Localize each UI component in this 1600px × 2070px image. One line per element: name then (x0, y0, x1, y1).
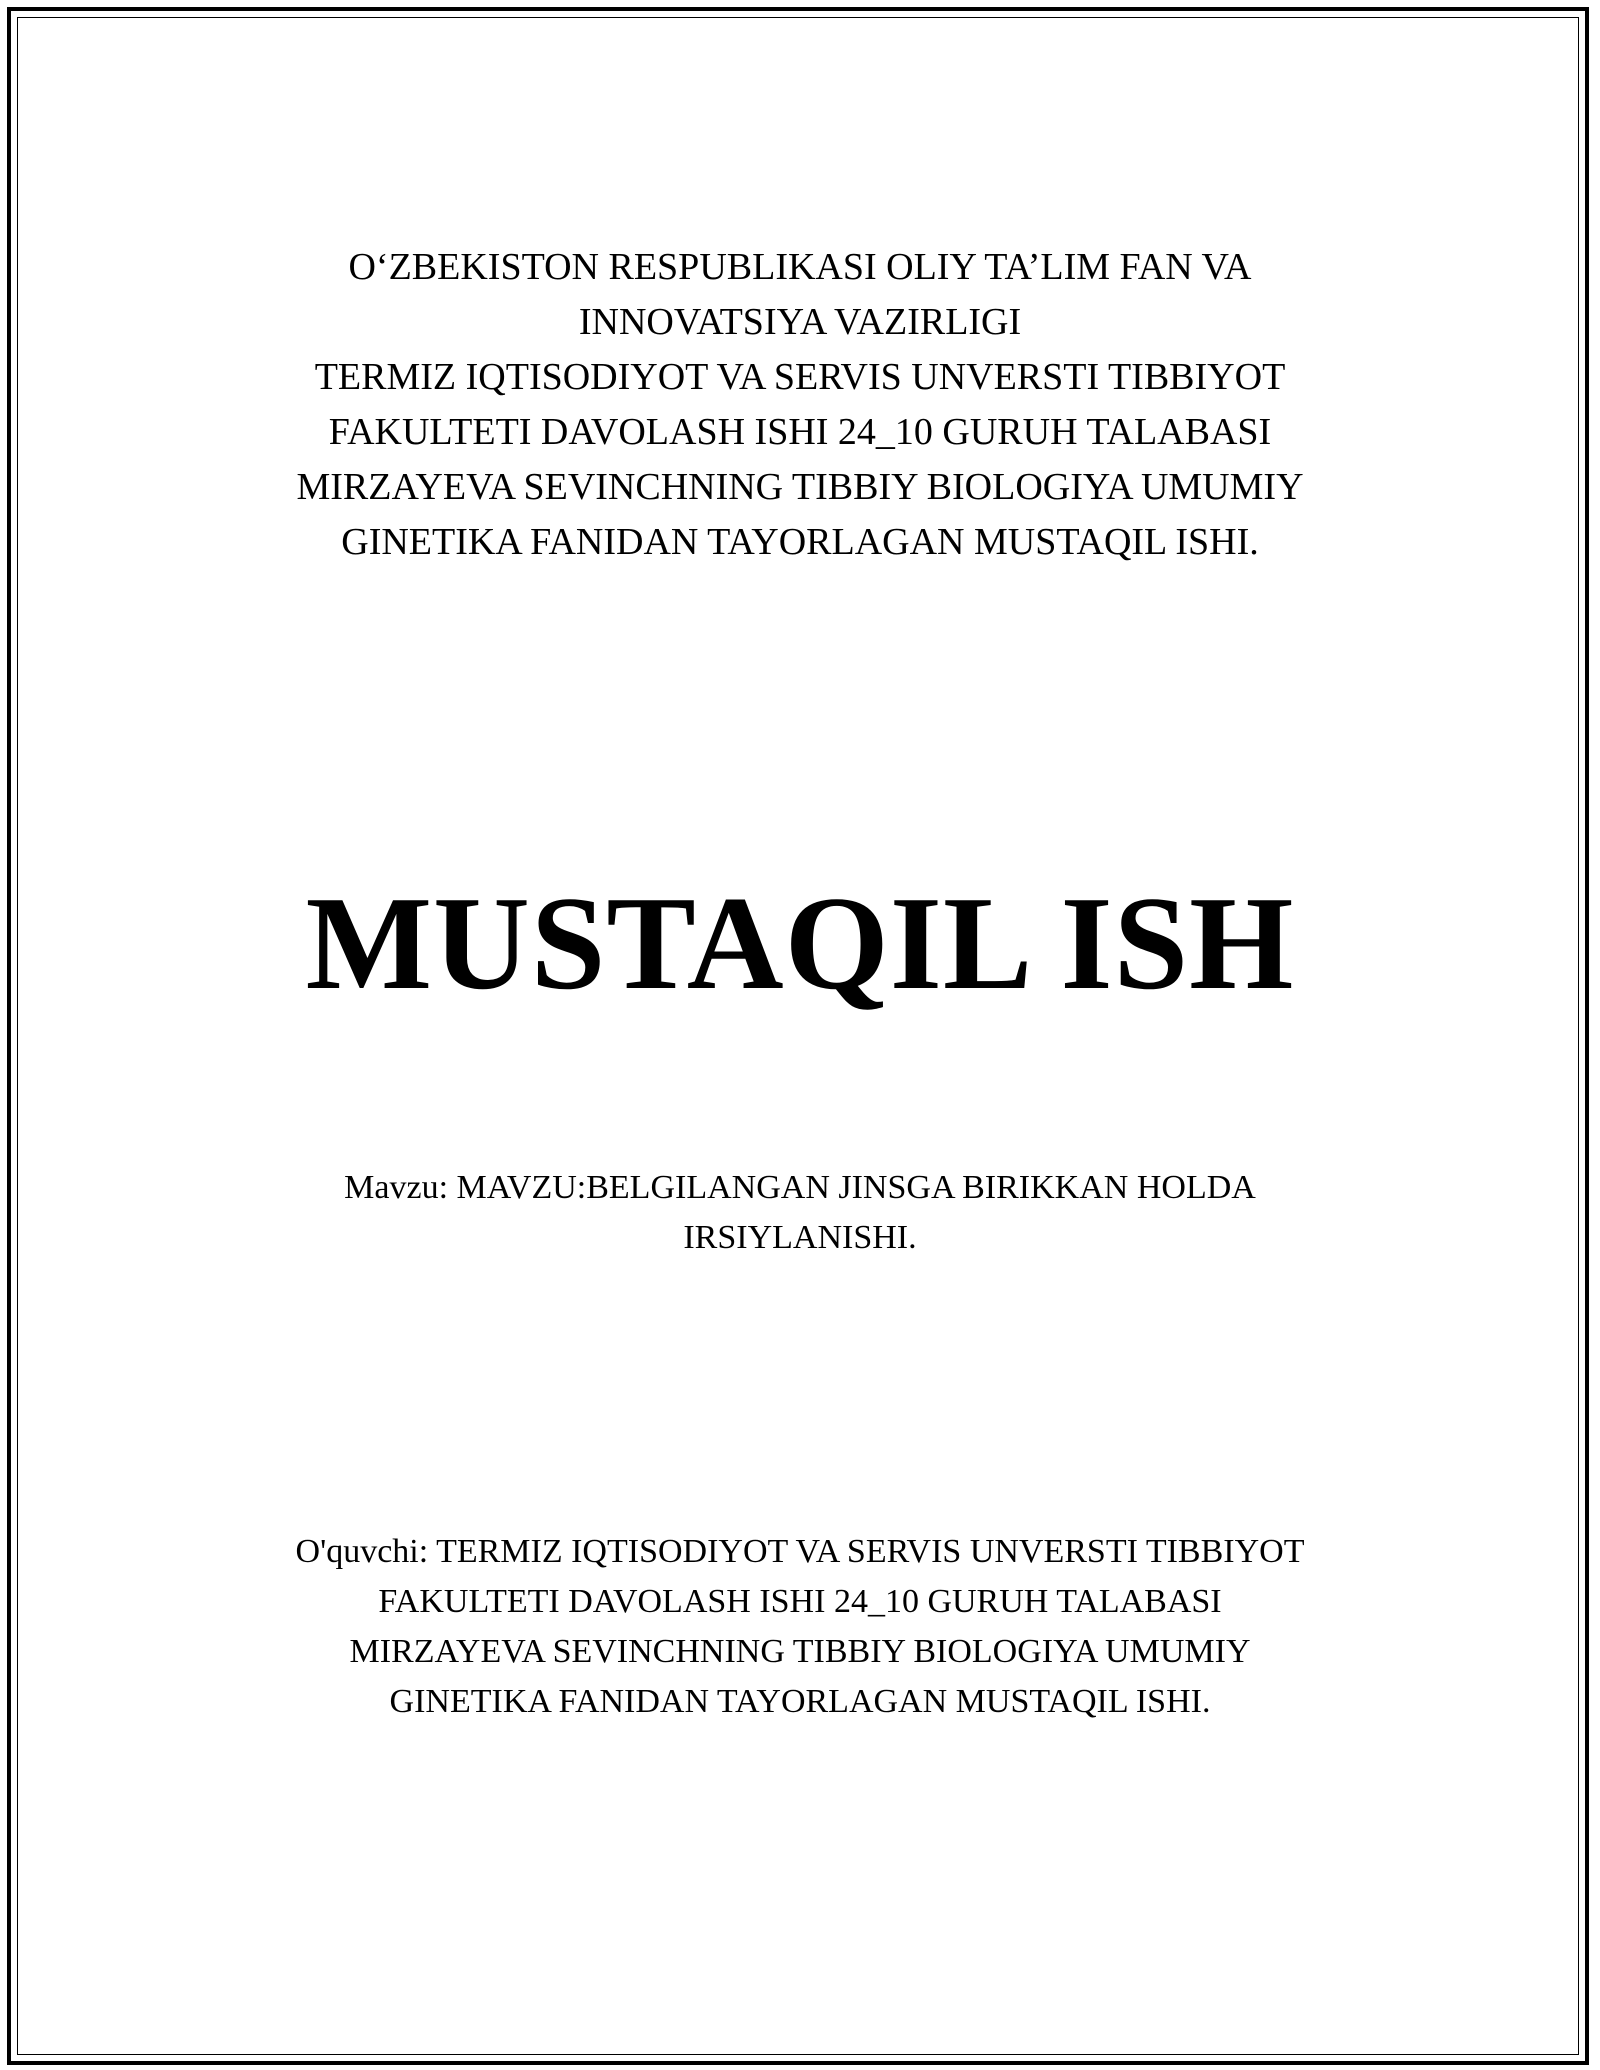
student-line: FAKULTETI DAVOLASH ISHI 24_10 GURUH TALABASI (378, 1583, 1222, 1620)
header-line: MIRZAYEVA SEVINCHNING TIBBIY BIOLOGIYA UMUMIY (296, 466, 1304, 508)
student-line: GINETIKA FANIDAN TAYORLAGAN MUSTAQIL ISHI. (389, 1683, 1211, 1720)
header-line: O‘ZBEKISTON RESPUBLIKASI OLIY TA’LIM FAN VA (348, 246, 1252, 288)
header-line: TERMIZ IQTISODIYOT VA SERVIS UNVERSTI TIBBIYOT (314, 356, 1286, 398)
topic-line: Mavzu: MAVZU:BELGILANGAN JINSGA BIRIKKAN HOLDA (344, 1169, 1256, 1206)
header-line: INNOVATSIYA VAZIRLIGI (578, 301, 1022, 343)
student-info-block (0, 1527, 1600, 1727)
document-title-block (0, 868, 1600, 1018)
institution-header (0, 240, 1600, 570)
document-title: MUSTAQIL ISH (305, 869, 1295, 1017)
header-line: FAKULTETI DAVOLASH ISHI 24_10 GURUH TALABASI (328, 411, 1272, 453)
topic-line: IRSIYLANISHI. (683, 1219, 917, 1256)
student-line: O'quvchi: TERMIZ IQTISODIYOT VA SERVIS UNVERSTI TIBBIYOT (295, 1533, 1305, 1570)
topic-block (0, 1163, 1600, 1263)
header-line: GINETIKA FANIDAN TAYORLAGAN MUSTAQIL ISHI. (341, 521, 1259, 563)
student-line: MIRZAYEVA SEVINCHNING TIBBIY BIOLOGIYA UMUMIY (349, 1633, 1251, 1670)
